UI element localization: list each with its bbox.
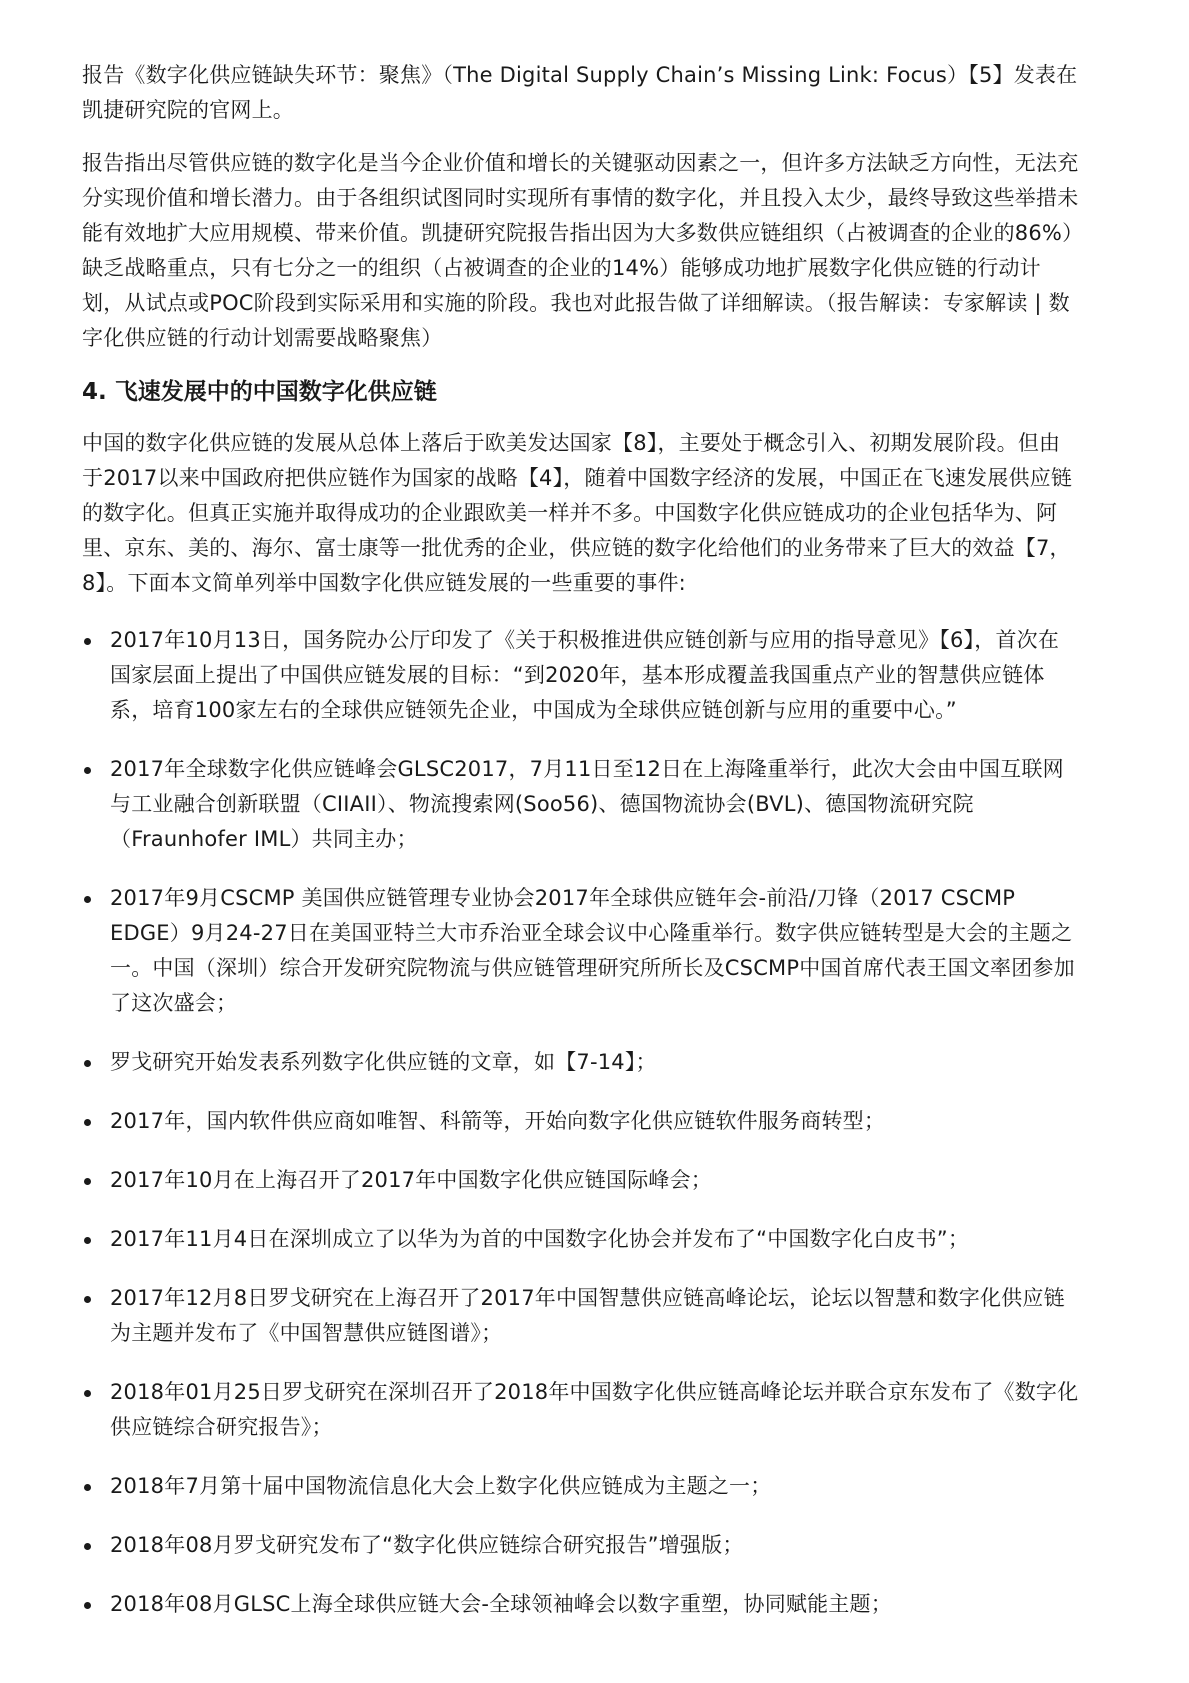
bullet-icon: [84, 1060, 91, 1067]
list-item-text: 2017年9月CSCMP 美国供应链管理专业协会2017年全球供应链年会-前沿/刀锋（2017 CSCMP EDGE）9月24-27日在美国亚特兰大市乔治亚全球会议中心隆重举行。数字供应链转型是大会的主题之一。中国（深圳）综合开发研究院物流与供应链管理研究所所长及CSCMP中国首席代表王国文率团参加了这次盛会；: [110, 886, 1075, 1015]
bullet-icon: [84, 1178, 91, 1185]
list-item-text: 2018年01月25日罗戈研究在深圳召开了2018年中国数字化供应链高峰论坛并联合京东发布了《数字化供应链综合研究报告》；: [110, 1380, 1079, 1439]
list-item-text: 2018年08月罗戈研究发布了“数字化供应链综合研究报告”增强版；: [110, 1533, 744, 1557]
list-item-text: 2017年11月4日在深圳成立了以华为为首的中国数字化协会并发布了“中国数字化白皮书”；: [110, 1227, 970, 1251]
list-item: [82, 1222, 1079, 1257]
bullet-icon: [84, 1543, 91, 1550]
section-paragraph: 中国的数字化供应链的发展从总体上落后于欧美发达国家【8】，主要处于概念引入、初期发展阶段。但由于2017以来中国政府把供应链作为国家的战略【4】，随着中国数字经济的发展，中国正在飞速发展供应链的数字化。但真正实施并取得成功的企业跟欧美一样并不多。中国数字化供应链成功的企业包括华为、阿里、京东、美的、海尔、富士康等一批优秀的企业，供应链的数字化给他们的业务带来了巨大的效益【7，8】。下面本文简单列举中国数字化供应链发展的一些重要的事件:: [82, 431, 1073, 595]
bullet-icon: [84, 1390, 91, 1397]
bullet-icon: [84, 1237, 91, 1244]
list-item: [82, 1469, 1079, 1504]
list-item: [82, 881, 1079, 1021]
list-item-text: 2017年10月在上海召开了2017年中国数字化供应链国际峰会；: [110, 1168, 713, 1192]
bullet-icon: [84, 1602, 91, 1609]
list-item-text: 2017年12月8日罗戈研究在上海召开了2017年中国智慧供应链高峰论坛，论坛以智慧和数字化供应链为主题并发布了《中国智慧供应链图谱》；: [110, 1286, 1065, 1345]
list-item-text: 2018年08月GLSC上海全球供应链大会-全球领袖峰会以数字重塑，协同赋能主题；: [110, 1592, 892, 1616]
list-item: [82, 623, 1079, 728]
list-item-text: 2017年全球数字化供应链峰会GLSC2017，7月11日至12日在上海隆重举行，此次大会由中国互联网与工业融合创新联盟（CIIAII）、物流搜索网(Soo56)、德国物流协会(BVL)、德国物流研究院（Fraunhofer IML）共同主办；: [110, 757, 1064, 851]
list-item: [82, 1163, 1079, 1198]
intro-paragraph-findings: 报告指出尽管供应链的数字化是当今企业价值和增长的关键驱动因素之一，但许多方法缺乏方向性，无法充分实现价值和增长潜力。由于各组织试图同时实现所有事情的数字化，并且投入太少，最终导致这些举措未能有效地扩大应用规模、带来价值。凯捷研究院报告指出因为大多数供应链组织（占被调查的企业的86%）缺乏战略重点，只有七分之一的组织（占被调查的企业的14%）能够成功地扩展数字化供应链的行动计划，从试点或POC阶段到实际采用和实施的阶段。我也对此报告做了详细解读。（报告解读：专家解读 | 数字化供应链的行动计划需要战略聚焦）: [82, 151, 1079, 350]
section-heading: 4. 飞速发展中的中国数字化供应链: [82, 379, 437, 405]
bullet-icon: [84, 1484, 91, 1491]
bullet-icon: [84, 767, 91, 774]
list-item: [82, 752, 1079, 857]
bullet-icon: [84, 1296, 91, 1303]
list-item-text: 罗戈研究开始发表系列数字化供应链的文章，如【7-14】；: [110, 1050, 657, 1074]
bullet-icon: [84, 638, 91, 645]
list-item: [82, 1528, 1079, 1563]
bullet-icon: [84, 1119, 91, 1126]
bullet-icon: [84, 896, 91, 903]
list-item-text: 2018年7月第十届中国物流信息化大会上数字化供应链成为主题之一；: [110, 1474, 772, 1498]
list-item: [82, 1104, 1079, 1139]
list-item-text: 2017年10月13日，国务院办公厅印发了《关于积极推进供应链创新与应用的指导意见》【6】，首次在国家层面上提出了中国供应链发展的目标：“到2020年，基本形成覆盖我国重点产业的智慧供应链体系，培育100家左右的全球供应链领先企业，中国成为全球供应链创新与应用的重要中心。”: [110, 628, 1060, 722]
intro-paragraph-report: 报告《数字化供应链缺失环节：聚焦》（The Digital Supply Chain’s Missing Link: Focus）【5】发表在凯捷研究院的官网上。: [82, 63, 1078, 122]
list-item: [82, 1045, 1079, 1080]
list-item-text: 2017年，国内软件供应商如唯智、科箭等，开始向数字化供应链软件服务商转型；: [110, 1109, 886, 1133]
events-list: [82, 623, 1079, 1622]
list-item: [82, 1375, 1079, 1445]
list-item: [82, 1587, 1079, 1622]
list-item: [82, 1281, 1079, 1351]
